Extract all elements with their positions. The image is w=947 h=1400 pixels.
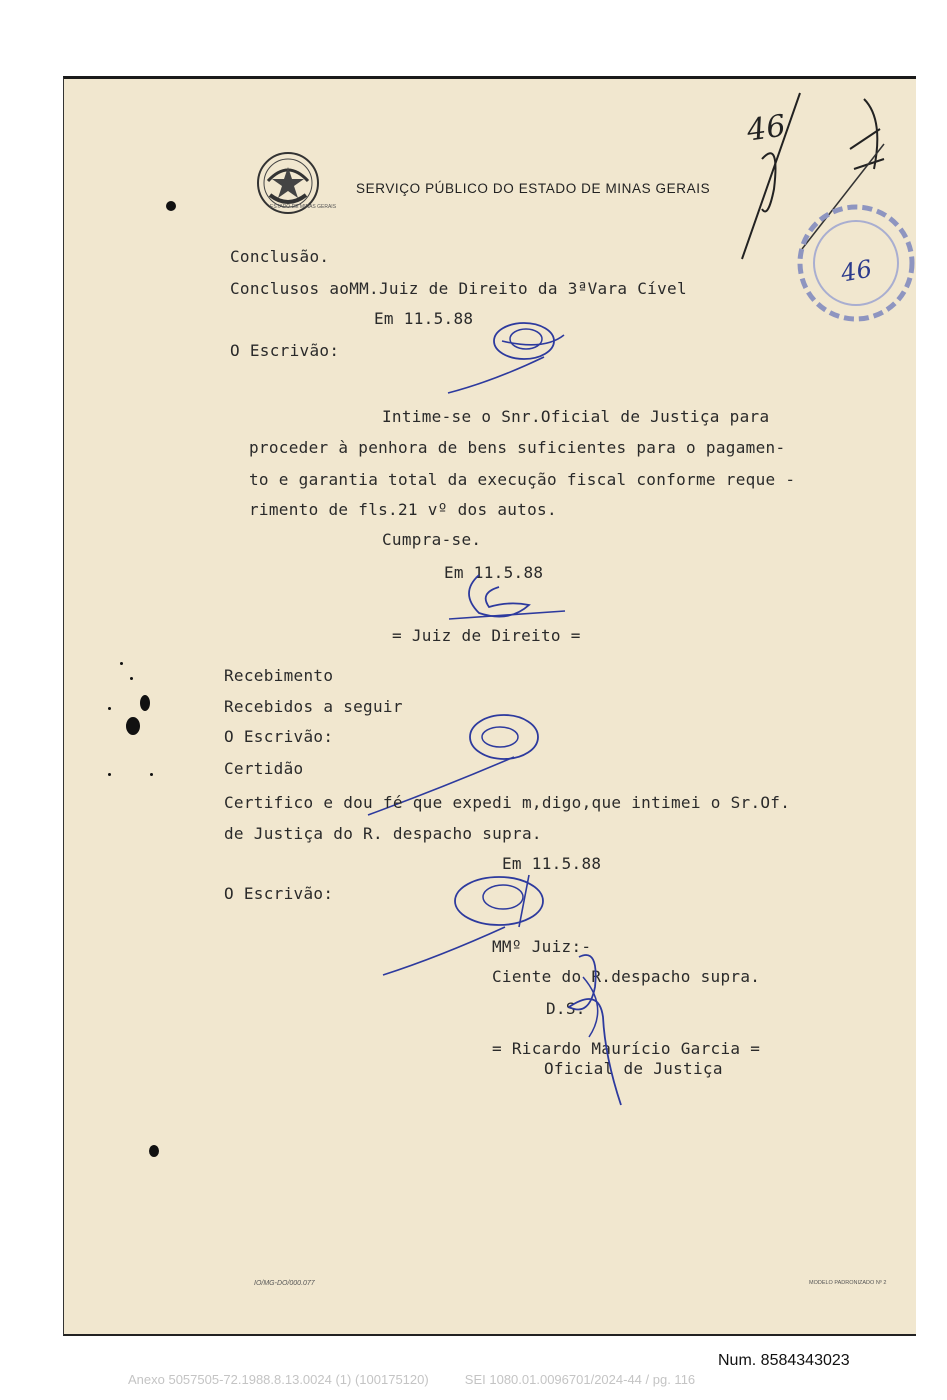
ink-spot [149,1145,159,1157]
recebimento-line: Recebidos a seguir [224,697,403,716]
officer-name: = Ricardo Maurício Garcia = [492,1039,761,1058]
document-reference: Anexo 5057505-72.1988.8.13.0024 (1) (100175120) SEI 1080.01.0096701/2024-44 / pg. 116 [128,1372,696,1387]
certidao-heading: Certidão [224,759,304,778]
document-number: Num. 8584343023 [718,1352,850,1369]
ink-speck [150,773,153,776]
despacho-date: Em 11.5.88 [444,563,544,582]
page-number-stamp: 46 [838,254,875,288]
officer-role: Oficial de Justiça [544,1059,723,1078]
certidao-date: Em 11.5.88 [502,854,602,873]
ciente-line: Ciente do R.despacho supra. [492,967,761,986]
judge-signer: = Juiz de Direito = [392,626,581,645]
recebimento-heading: Recebimento [224,666,334,685]
officer-signature [559,947,649,1107]
conclusao-date: Em 11.5.88 [374,309,474,328]
form-code-right: MODELO PADRONIZADO Nº 2 [809,1280,887,1286]
ciente-closing: D.S. [546,999,586,1018]
ink-speck [108,707,111,710]
ink-spot [126,717,140,735]
ink-speck [108,773,111,776]
certidao-signer: O Escrivão: [224,884,334,903]
ink-speck [130,677,133,680]
scanned-document-page [63,76,916,1336]
form-code-left: IO/MG-DO/000.077 [254,1280,315,1287]
certidao-line-2: de Justiça do R. despacho supra. [224,824,542,843]
certidao-line-1: Certifico e dou fé que expedi m,digo,que intimei o Sr.Of. [224,793,791,812]
ink-spot [166,201,176,211]
agency-header: SERVIÇO PÚBLICO DO ESTADO DE MINAS GERAIS [356,181,711,196]
clerk-signature [444,311,584,401]
recebimento-signer: O Escrivão: [224,727,334,746]
despacho-line-4: rimento de fls.21 vº dos autos. [249,500,557,519]
despacho-line-2: proceder à penhora de bens suficientes para o pagamen- [249,438,786,457]
conclusao-line: Conclusos aoMM.Juiz de Direito da 3ªVara Cível [230,279,687,298]
ink-speck [120,662,123,665]
despacho-line-1: Intime-se o Snr.Oficial de Justiça para [382,407,770,426]
ciente-salutation: MMº Juiz:- [492,937,592,956]
ink-spot [140,695,150,711]
certidao-signature [379,867,559,977]
judge-signature [419,563,579,633]
despacho-cumpra: Cumpra-se. [382,530,482,549]
despacho-line-3: to e garantia total da execução fiscal conforme reque - [249,470,796,489]
seal-text: ESTADO DE MINAS GERAIS [270,204,337,210]
conclusao-signer: O Escrivão: [230,341,340,360]
page-number-top: 46 [744,108,789,149]
conclusao-heading: Conclusão. [230,247,330,266]
